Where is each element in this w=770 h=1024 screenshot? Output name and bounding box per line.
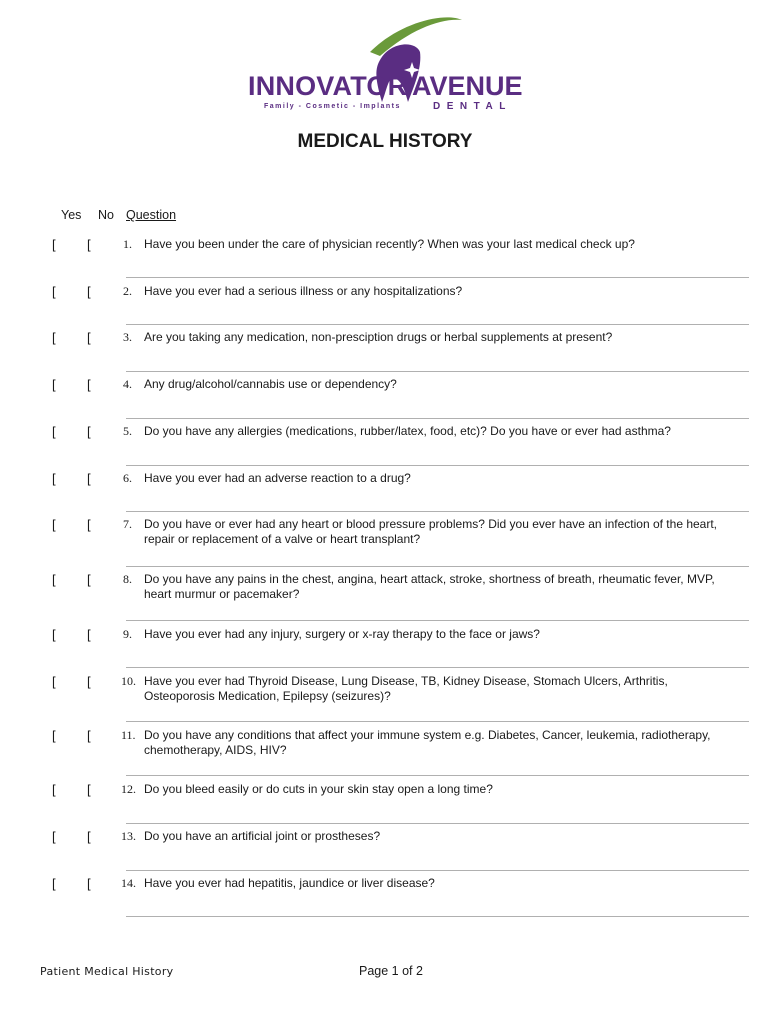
answer-line[interactable] [126,371,749,372]
yes-checkbox[interactable]: [ [52,424,56,439]
question-number: 10. [121,674,136,688]
answer-line[interactable] [126,324,749,325]
question-number: 2. [123,284,132,298]
answer-line[interactable] [126,511,749,512]
footer-page-number: Page 1 of 2 [359,964,423,978]
no-checkbox[interactable]: [ [87,829,91,844]
question-text: Have you ever had Thyroid Disease, Lung Disease, TB, Kidney Disease, Stomach Ulcers, Arthritis, Osteoporosis Medication, Epilepsy (seizures)? [144,674,668,703]
no-checkbox[interactable]: [ [87,517,91,532]
no-checkbox[interactable]: [ [87,782,91,797]
no-checkbox[interactable]: [ [87,876,91,891]
answer-line[interactable] [126,418,749,419]
question-number: 9. [123,627,132,641]
question-number: 4. [123,377,132,391]
answer-line[interactable] [126,916,749,917]
footer-document-name: Patient Medical History [40,965,174,978]
question-text: Have you ever had any injury, surgery or x-ray therapy to the face or jaws? [144,627,540,641]
yes-checkbox[interactable]: [ [52,517,56,532]
answer-line[interactable] [126,721,749,722]
no-checkbox[interactable]: [ [87,627,91,642]
logo-name-right: AVENUE [412,71,523,101]
question-text: Are you taking any medication, non-presciption drugs or herbal supplements at present? [144,330,613,344]
yes-checkbox[interactable]: [ [52,782,56,797]
question-text: Have you ever had an adverse reaction to a drug? [144,471,411,485]
question-column-header: Question [126,208,177,222]
question-number: 7. [123,517,132,531]
question-text: Do you have any allergies (medications, rubber/latex, food, etc)? Do you have or ever had asthma? [144,424,671,438]
yes-checkbox[interactable]: [ [52,377,56,392]
no-checkbox[interactable]: [ [87,330,91,345]
yes-checkbox[interactable]: [ [52,471,56,486]
yes-checkbox[interactable]: [ [52,284,56,299]
question-number: 12. [121,782,136,796]
yes-checkbox[interactable]: [ [52,728,56,743]
practice-logo [240,12,523,112]
question-number: 13. [121,829,136,843]
answer-line[interactable] [126,566,749,567]
answer-line[interactable] [126,620,749,621]
question-text: Do you have any pains in the chest, angina, heart attack, stroke, shortness of breath, rheumatic fever, MVP, heart murmur or pacemaker? [144,572,715,601]
question-text: Do you have or ever had any heart or blood pressure problems? Did you ever have an infection of the heart, repair or replacement of a valve or heart transplant? [144,517,718,546]
yes-checkbox[interactable]: [ [52,237,56,252]
logo-tagline: Family - Cosmetic - Implants [264,103,401,110]
no-checkbox[interactable]: [ [87,728,91,743]
answer-line[interactable] [126,775,749,776]
question-number: 8. [123,572,132,586]
yes-checkbox[interactable]: [ [52,876,56,891]
yes-checkbox[interactable]: [ [52,572,56,587]
answer-line[interactable] [126,465,749,466]
answer-line[interactable] [126,823,749,824]
question-text: Have you ever had a serious illness or any hospitalizations? [144,284,463,298]
yes-checkbox[interactable]: [ [52,330,56,345]
no-checkbox[interactable]: [ [87,471,91,486]
question-text: Have you been under the care of physician recently? When was your last medical check up? [144,237,635,251]
question-text: Any drug/alcohol/cannabis use or dependency? [144,377,397,391]
no-checkbox[interactable]: [ [87,377,91,392]
question-number: 5. [123,424,132,438]
no-checkbox[interactable]: [ [87,572,91,587]
question-text: Have you ever had hepatitis, jaundice or liver disease? [144,876,435,890]
question-text: Do you bleed easily or do cuts in your skin stay open a long time? [144,782,493,796]
no-checkbox[interactable]: [ [87,284,91,299]
question-number: 11. [121,728,136,742]
logo-name-left: INNOVATOR [248,71,408,101]
yes-checkbox[interactable]: [ [52,627,56,642]
page-title: MEDICAL HISTORY [297,131,473,152]
answer-line[interactable] [126,277,749,278]
no-checkbox[interactable]: [ [87,674,91,689]
no-checkbox[interactable]: [ [87,237,91,252]
yes-checkbox[interactable]: [ [52,829,56,844]
question-text: Do you have an artificial joint or prostheses? [144,829,381,843]
question-number: 6. [123,471,132,485]
question-text: Do you have any conditions that affect your immune system e.g. Diabetes, Cancer, leukemia, radiotherapy, chemotherapy, AIDS, HIV? [144,728,711,757]
answer-line[interactable] [126,667,749,668]
question-number: 1. [123,237,132,251]
yes-checkbox[interactable]: [ [52,674,56,689]
question-number: 3. [123,330,132,344]
no-checkbox[interactable]: [ [87,424,91,439]
yes-column-header: Yes [61,208,82,222]
answer-line[interactable] [126,870,749,871]
logo-dental: DENTAL [433,101,512,112]
question-number: 14. [121,876,136,890]
no-column-header: No [98,208,114,222]
